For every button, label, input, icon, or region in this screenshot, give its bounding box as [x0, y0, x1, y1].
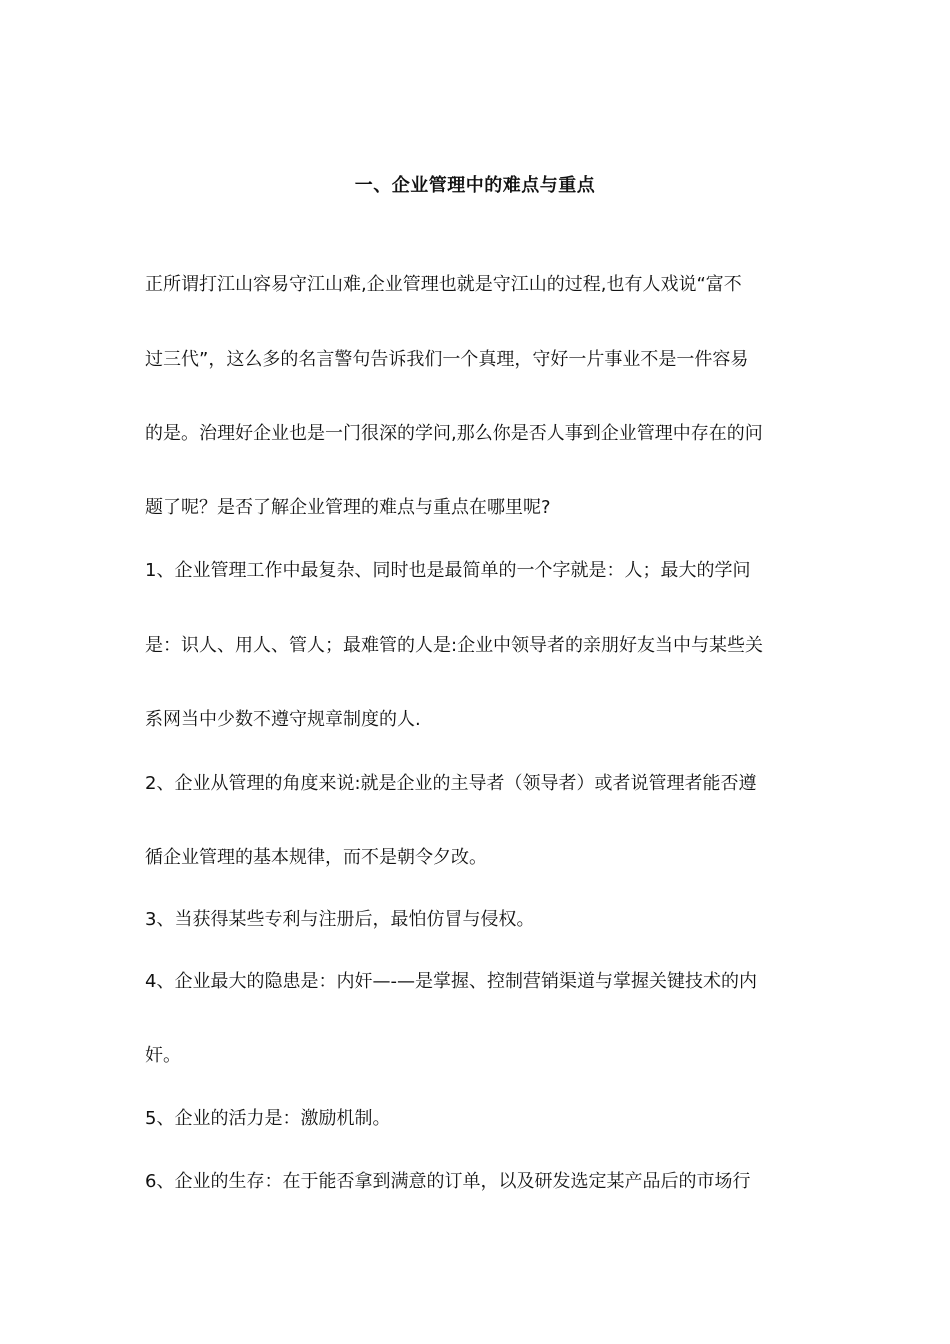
page-title: 一、企业管理中的难点与重点 — [354, 175, 596, 196]
paragraph-line: 的是。治理好企业也是一门很深的学问,那么你是否人事到企业管理中存在的问 — [145, 423, 763, 444]
list-item-3-line: 3、当获得某些专利与注册后，最怕仿冒与侵权。 — [145, 909, 535, 930]
list-item-5-line: 5、企业的活力是：激励机制。 — [145, 1108, 391, 1129]
list-item-4-line: 奸。 — [145, 1045, 181, 1066]
list-item-1-line: 系网当中少数不遵守规章制度的人. — [145, 709, 421, 730]
paragraph-line: 题了呢？是否了解企业管理的难点与重点在哪里呢? — [145, 497, 551, 518]
list-item-6-line: 6、企业的生存：在于能否拿到满意的订单，以及研发选定某产品后的市场行 — [145, 1171, 751, 1192]
list-item-1-line: 是：识人、用人、管人；最难管的人是:企业中领导者的亲朋好友当中与某些关 — [145, 635, 764, 656]
paragraph-line: 正所谓打江山容易守江山难,企业管理也就是守江山的过程,也有人戏说“富不 — [145, 274, 742, 295]
paragraph-line: 过三代”，这么多的名言警句告诉我们一个真理，守好一片事业不是一件容易 — [145, 349, 749, 370]
list-item-2-line: 2、企业从管理的角度来说:就是企业的主导者（领导者）或者说管理者能否遵 — [145, 773, 757, 794]
list-item-2-line: 循企业管理的基本规律，而不是朝令夕改。 — [145, 847, 487, 868]
list-item-4-line: 4、企业最大的隐患是：内奸—-—是掌握、控制营销渠道与掌握关键技术的内 — [145, 971, 757, 992]
list-item-1-line: 1、企业管理工作中最复杂、同时也是最简单的一个字就是：人；最大的学问 — [145, 560, 751, 581]
